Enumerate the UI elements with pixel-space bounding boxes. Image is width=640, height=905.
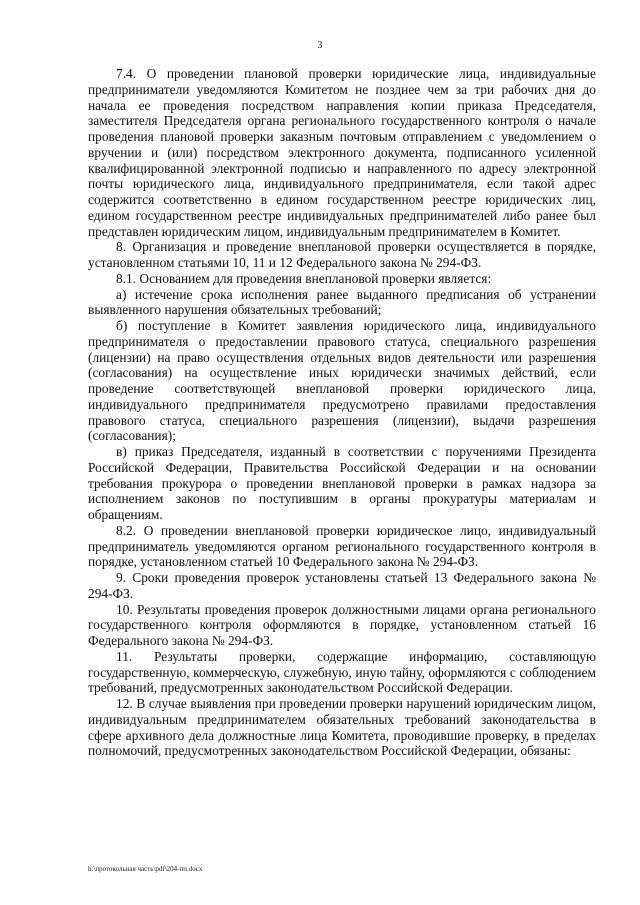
document-body — [88, 66, 596, 759]
paragraph-8: 8. Организация и проведение внеплановой проверки осуществляется в порядке, установленном статьями 10, 11 и 12 Федерального закона № 294-ФЗ. — [88, 239, 596, 270]
paragraph-8-1-a: а) истечение срока исполнения ранее выданного предписания об устранении выявленного нарушения обязательных требований; — [88, 286, 596, 318]
paragraph-8-1: 8.1. Основанием для проведения внеплановой проверки является: — [116, 270, 492, 286]
paragraph-9: 9. Сроки проведения проверок установлены статьей 13 Федерального закона № 294-ФЗ. — [88, 570, 596, 601]
paragraph-12: 12. В случае выявления при проведении проверки нарушений юридическим лицом, индивидуальным предпринимателем обязательных требований законодательства в сфере архивного дела должностные лица Комитета, проводившие проверку, в пределах полномочий, предусмотренных законодательством Российской Федерации, обязаны: — [88, 696, 596, 759]
paragraph-8-1-b: б) поступление в Комитет заявления юридического лица, индивидуального предпринимателя о предоставлении правового статуса, специального разрешения (лицензии) на право осуществления отдельных видов деятельности или разрешения (согласования) на осуществление иных юридически значимых действий, если проведение соответствующей внеплановой проверки юридического лица, индивидуального предпринимателя предусмотрено правилами предоставления правового статуса, специального разрешения (лицензии), выдачи разрешения (согласования); — [88, 318, 596, 444]
paragraph-10: 10. Результаты проведения проверок должностными лицами органа регионального государственного контроля оформляются в порядке, установленном статьей 16 Федерального закона № 294-ФЗ. — [88, 601, 596, 648]
paragraph-11: 11. Результаты проверки, содержащие информацию, составляющую государственную, коммерческую, служебную, иную тайну, оформляются с соблюдением требований, предусмотренных законодательством Российской Федерации. — [88, 648, 596, 696]
paragraph-7-4: 7.4. О проведении плановой проверки юридические лица, индивидуальные предприниматели уведомляются Комитетом не позднее чем за три рабочих дня до начала ее проведения посредством направления копии приказа Председателя, заместителя Председателя органа регионального государственного контроля о начале проведения плановой проверки заказным почтовым отправлением с уведомлением о вручении и (или) посредством электронного документа, подписанного усиленной квалифицированной электронной подписью и направленного по адресу электронной почты юридического лица, индивидуального предпринимателя, если такой адрес содержится соответственно в едином государственном реестре юридических лиц, едином государственном реестре индивидуальных предпринимателей либо ранее был представлен юридическим лицом, индивидуальным предпринимателем в Комитет. — [88, 66, 596, 239]
page-number: 3 — [317, 40, 323, 51]
paragraph-8-2: 8.2. О проведении внеплановой проверки юридическое лицо, индивидуальный предприниматель уведомляются органом регионального государственного контроля в порядке, установленном статьей 10 Федерального закона № 294-ФЗ. — [88, 522, 596, 570]
paragraph-8-1-v: в) приказ Председателя, изданный в соответствии с поручениями Президента Российской Федерации, Правительства Российской Федерации и на основании требования прокурора о проведении внеплановой проверки в рамках надзора за исполнением законов по поступившим в органы прокуратуры материалам и обращениям. — [88, 444, 596, 522]
footer-file-path: h:\протокольная часть\pdf\204-пп.docx — [88, 865, 203, 873]
